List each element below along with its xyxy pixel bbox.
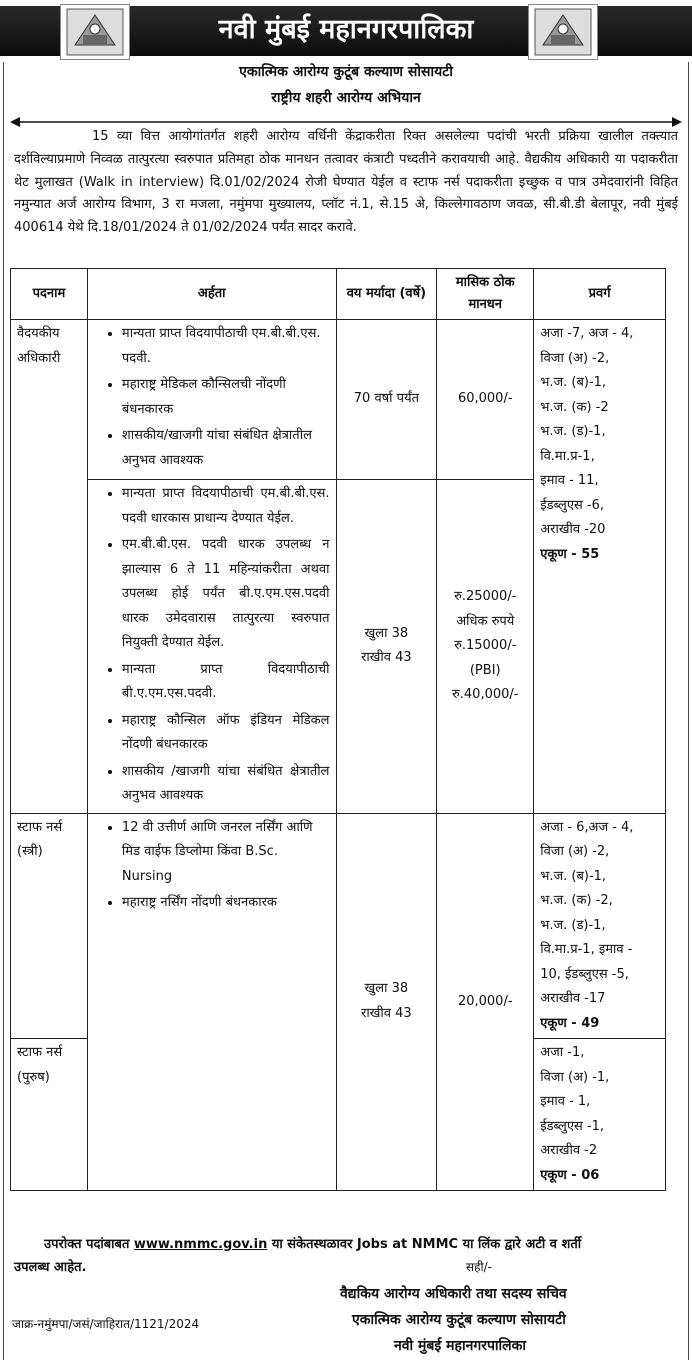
category-line: भ.ज. (क) -2 [540,399,609,415]
post-staff-nurse-female: स्टाफ नर्स (स्त्री) [11,813,88,1039]
age-cell: 70 वर्षा पर्यंत [336,320,437,480]
header-post: पदनाम [11,269,88,320]
age-open: खुला 38 [364,981,409,997]
category-line: इमाव - 11, [540,473,599,488]
category-cell [534,1039,666,1191]
category-line: ईडब्लुएस -1, [540,1118,605,1134]
website-link[interactable]: www.nmmc.gov.in [133,1237,268,1252]
qualification-cell [87,813,336,1191]
header-banner [0,0,692,62]
category-line: विजा (अ) -1, [540,1069,610,1085]
footer-note [14,1233,678,1279]
category-line: वि.मा.प्र-1, इमाव - [540,942,633,957]
table-header-row [11,269,666,320]
post-staff-nurse-male: स्टाफ नर्स (पुरुष) [11,1039,88,1191]
category-line: विजा (अ) -2, [540,844,610,859]
corporation-title: नवी मुंबई महानगरपालिका [218,14,474,45]
category-line: भ.ज. (ब)-1, [540,375,607,390]
note-prefix: उपरोक्त पदांबाबत [44,1237,130,1252]
header-qualification: अर्हता [87,269,336,320]
category-line: विजा (अ) -2, [540,350,610,366]
intro-text: 15 व्या वित्त आयोगांतर्गत शहरी आरोग्य वर्धिनी केंद्राकरीता रिक्त असलेल्या पदांची भरती प्रक्रिया खालील तक्त्यात दर्शविल्याप्रमाणे निव्वळ तात्पुरत्या स्वरुपात प्रतिमहा ठोक मानधन तत्वावर कंत्राटी पध्दतीने करावयाची आहे. वैद्यकीय अधिकारी या पदाकरीता थेट मुलाखत (Walk in interview) दि.01/02/2024 रोजी घेण्यात येईल व स्टाफ नर्स पदाकरीता इच्छुक व पात्र उमेदवारांनी विहित नमुन्यात अर्ज आरोग्य विभाग, 3 रा मजला, नमुंमपा मुख्यालय, प्लॉट नं.1, से.15 अे, किल्लेगावठाण जवळ, सी.बी.डी बेलापूर, नवी मुंबई 400614 येथे दि.18/01/2024 ते 01/02/2024 पर्यंत सादर करावे. [14,129,678,236]
category-line: अराखीव -20 [540,522,606,537]
category-total: एकूण - 06 [540,1167,600,1183]
list-item: • महाराष्ट्र कौन्सिल ऑफ इंडियन मेडिकल नोंदणी बंधनकारक [122,709,330,758]
list-item: • शासकीय /खाजगी यांचा संबंधित क्षेत्रातील अनुभव आवश्यक [122,760,330,809]
category-total: एकूण - 55 [540,546,600,562]
list-item: • शासकीय/खाजगी यांचा संबंधित क्षेत्रातील अनुभव आवश्यक [122,424,330,473]
qualification-list [94,482,330,809]
intro-paragraph [14,126,678,240]
signatory-corporation: नवी मुंबई महानगरपालिका [394,1338,527,1354]
qualification-cell [87,480,336,814]
category-line: भ.ज. (ड)-1, [540,424,606,439]
qualification-list [94,322,330,473]
vacancy-table [10,268,666,1191]
table-row [11,320,666,480]
footer-note-line2: उपलब्ध आहेत. [14,1260,87,1275]
salary-cell: 60,000/- [437,320,534,480]
signatory-society: एकात्मिक आरोग्य कुटूंब कल्याण सोसायटी [352,1312,566,1328]
header-category: प्रवर्ग [534,269,666,320]
category-line: वि.मा.प्र-1, [540,448,595,464]
note-suffix: या संकेतस्थळावर Jobs at NMMC या लिंक द्वारे अटी व शर्ती [271,1237,582,1252]
header-age: वय मर्यादा (वर्षे) [336,269,437,320]
header-salary: मासिक ठोक मानधन [437,269,534,320]
municipal-seal-icon [60,4,130,60]
list-item: • महाराष्ट्र मेडिकल कौन्सिलची नोंदणी बंधनकारक [122,373,330,422]
footer-note-line [14,1233,678,1256]
salary-line: रु.40,000/- [452,687,519,702]
list-item: • मान्यता प्राप्त विदयापीठाची एम.बी.बी.एस. पदवी. [122,322,330,371]
qualification-cell [87,320,336,480]
reference-number: जाक्र-नमुंमपा/जसं/जाहिरात/1121/2024 [12,1317,200,1331]
category-line: भ.ज. (ब)-1, [540,868,607,884]
category-line: अराखीव -2 [540,1143,598,1158]
category-line: भ.ज. (ड)-1, [540,917,606,933]
salary-line: रु.15000/- [454,638,517,653]
list-item: • 12 वी उत्तीर्ण आणि जनरल नर्सिंग आणि मिड वाईफ डिप्लोमा किंवा B.Sc. Nursing [122,816,330,890]
signature-mark: सही/- [466,1260,492,1274]
salary-cell: 20,000/- [437,813,534,1191]
category-line: 10, ईडब्लुएस -5, [540,966,629,982]
category-line: अजा -7, अज - 4, [540,326,634,341]
list-item: • मान्यता प्राप्त विदयापीठाची बी.ए.एम.एस.पदवी. [122,658,330,707]
category-line: अजा -1, [540,1045,585,1060]
post-medical-officer: वैदयकीय अधिकारी [11,320,88,814]
age-cell [336,813,437,1191]
category-line: अराखीव -17 [540,991,606,1006]
category-cell [534,320,666,814]
list-item: • मान्यता प्राप्त विदयापीठाची एम.बी.बी.एस. पदवी धारकास प्राधान्य देण्यात येईल. [122,482,330,531]
salary-line: रु.25000/- [454,589,517,604]
category-line: ईडब्लुएस -6, [540,497,605,513]
category-line: इमाव - 1, [540,1094,591,1109]
category-line: भ.ज. (क) -2, [540,893,613,908]
age-open: खुला 38 [364,625,409,641]
age-reserved: राखीव 43 [361,650,412,666]
age-cell [336,480,437,814]
municipal-seal-icon [528,4,598,60]
age-reserved: राखीव 43 [361,1005,412,1021]
category-total: एकूण - 49 [540,1015,600,1031]
signatory-title: वैद्यकिय आरोग्य अधिकारी तथा सदस्य सचिव [340,1286,567,1302]
list-item: • महाराष्ट्र नर्सिंग नोंदणी बंधनकारक [122,891,330,916]
category-line: अजा - 6,अज - 4, [540,819,634,835]
salary-line: अधिक रुपये [456,613,515,629]
mission-name: राष्ट्रीय शहरी आरोग्य अभियान [271,90,421,106]
salary-cell [437,480,534,814]
table-row [11,813,666,1039]
qualification-list [94,816,330,916]
list-item: • एम.बी.बी.एस. पदवी धारक उपलब्ध न झाल्यास 6 ते 11 महिन्यांकरीता अथवा उपलब्ध होई पर्यंत बी.ए.एम.एस.पदवी धारक उमेदवारास तात्पुरत्या स्वरुपात नियुक्ती देण्यात येईल. [122,533,330,656]
salary-line: (PBI) [469,662,501,678]
category-cell [534,813,666,1039]
society-name: एकात्मिक आरोग्य कुटूंब कल्याण सोसायटी [239,64,453,80]
